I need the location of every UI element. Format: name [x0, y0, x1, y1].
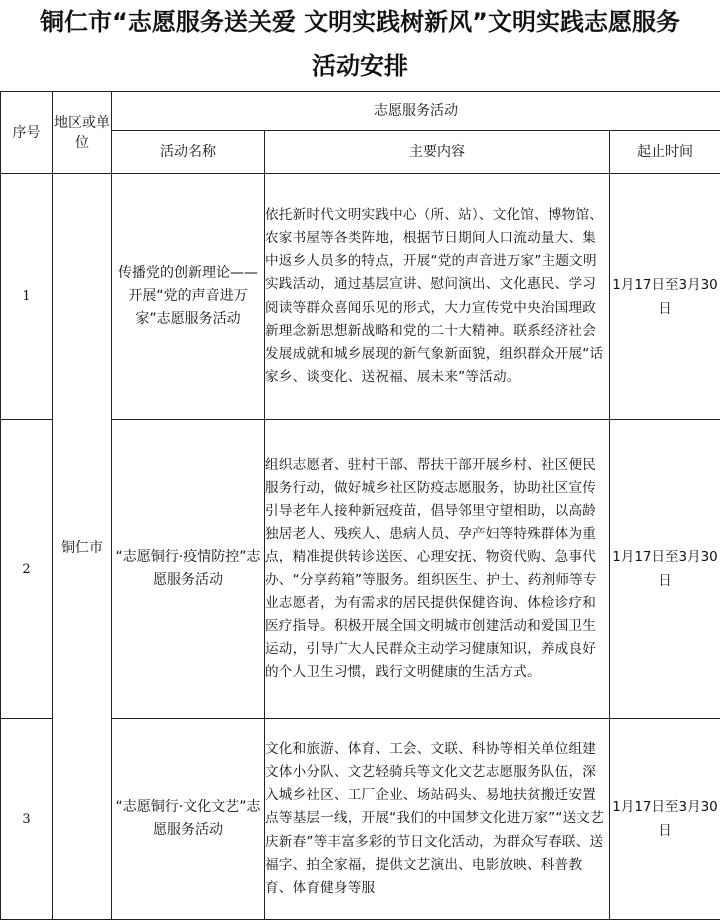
header-seq: 序号	[1, 92, 53, 174]
title-line-1: 铜仁市“志愿服务送关爱 文明实践树新风”文明实践志愿服务	[0, 0, 720, 44]
row-activity-name: 传播党的创新理论——开展“党的声音进万家”志愿服务活动	[112, 174, 265, 420]
row-time: 1月17日至3月30日	[610, 420, 720, 719]
row-seq: 1	[1, 174, 53, 420]
header-activity-name: 活动名称	[112, 131, 265, 174]
row-seq: 3	[1, 719, 53, 920]
header-activity-group: 志愿服务活动	[112, 92, 720, 131]
row-time: 1月17日至3月30日	[610, 719, 720, 920]
header-time: 起止时间	[610, 131, 720, 174]
header-row-1	[1, 92, 720, 131]
row-content: 组织志愿者、驻村干部、帮扶干部开展乡村、社区便民服务行动，做好城乡社区防疫志愿服务，协助社区宣传引导老年人接种新冠疫苗，倡导邻里守望相助，以高龄独居老人、残疾人、患病人员、孕产妇等特殊群体为重点，精准提供转诊送医、心理安抚、物资代购、急事代办、“分享药箱”等服务。组织医生、护士、药剂师等专业志愿者，为有需求的居民提供保健咨询、体检诊疗和医疗指导。积极开展全国文明城市创建活动和爱国卫生运动，引导广大人民群众主动学习健康知识，养成良好的个人卫生习惯，践行文明健康的生活方式。	[265, 420, 610, 719]
document-title	[0, 0, 720, 88]
table-row	[1, 174, 720, 420]
row-activity-name: “志愿铜行·文化文艺”志愿服务活动	[112, 719, 265, 920]
row-seq: 2	[1, 420, 53, 719]
row-region: 铜仁市	[53, 174, 112, 920]
header-content: 主要内容	[265, 131, 610, 174]
row-content: 文化和旅游、体育、工会、文联、科协等相关单位组建文体小分队、文艺轻骑兵等文化文艺志愿服务队伍，深入城乡社区、工厂企业、场站码头、易地扶贫搬迁安置点等基层一线，开展“我们的中国梦文化进万家”“送文艺 庆新春”等丰富多彩的节日文化活动，为群众写春联、送福字、拍全家福，提供文艺演出、电影放映、科普教育、体育健身等服	[265, 719, 610, 920]
row-time: 1月17日至3月30日	[610, 174, 720, 420]
title-line-2: 活动安排	[0, 44, 720, 88]
row-content: 依托新时代文明实践中心（所、站）、文化馆、博物馆、农家书屋等各类阵地，根据节日期间人口流动量大、集中返乡人员多的特点，开展“党的声音进万家”主题文明实践活动，通过基层宣讲、慰问演出、文化惠民、学习阅读等群众喜闻乐见的形式，大力宣传党中央治国理政新理念新思想新战略和党的二十大精神。联系经济社会发展成就和城乡展现的新气象新面貌，组织群众开展“话家乡、谈变化、送祝福、展未来”等活动。	[265, 174, 610, 420]
header-region: 地区或单位	[53, 92, 112, 174]
schedule-table	[0, 91, 720, 920]
row-activity-name: “志愿铜行·疫情防控”志愿服务活动	[112, 420, 265, 719]
